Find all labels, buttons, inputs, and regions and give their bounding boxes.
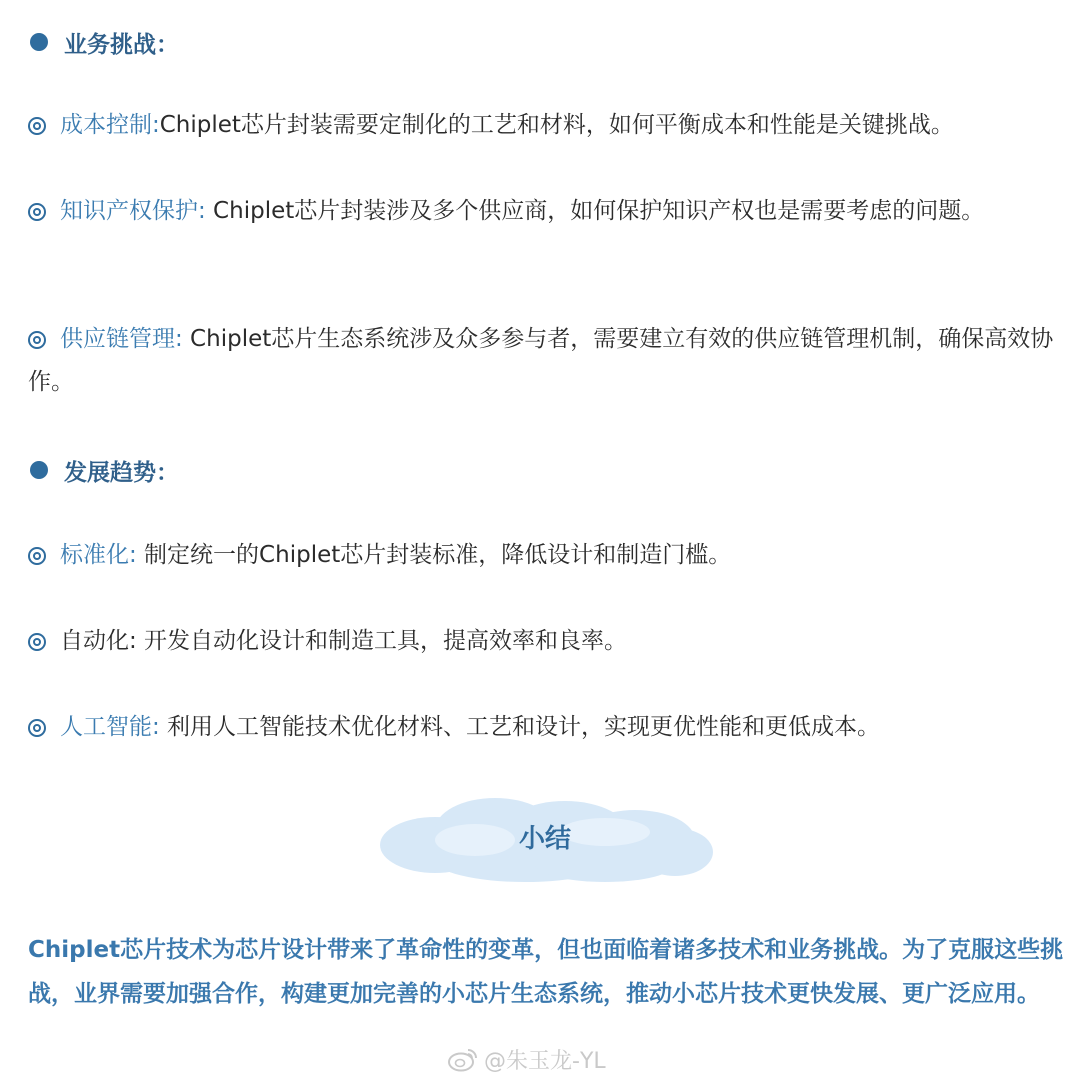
watermark-text: @朱玉龙-YL	[484, 1048, 606, 1074]
list-item-cost	[28, 104, 1068, 147]
list-item-standard	[28, 534, 1068, 577]
bullet-dot-icon	[30, 33, 48, 51]
double-circle-icon	[28, 719, 46, 737]
double-circle-icon	[28, 203, 46, 221]
item-text-ai: 利用人工智能技术优化材料、工艺和设计，实现更优性能和更低成本。	[159, 714, 881, 740]
double-circle-icon	[28, 117, 46, 135]
item-label-supply: 供应链管理:	[60, 326, 183, 352]
item-text-automation: 开发自动化设计和制造工具，提高效率和良率。	[136, 628, 628, 654]
item-label-standard: 标准化:	[60, 542, 137, 568]
item-text-standard: 制定统一的Chiplet芯片封装标准，降低设计和制造门槛。	[136, 542, 732, 568]
summary-title: 小结	[518, 824, 571, 854]
section-heading-challenges	[30, 22, 179, 62]
list-item-automation	[28, 620, 1068, 663]
bullet-dot-icon	[30, 461, 48, 479]
item-text-cost: Chiplet芯片封装需要定制化的工艺和材料，如何平衡成本和性能是关键挑战。	[159, 112, 954, 138]
section-title-challenges: 业务挑战：	[64, 31, 179, 58]
list-item-ai	[28, 706, 1068, 749]
summary-paragraph: Chiplet芯片技术为芯片设计带来了革命性的变革，但也面临着诸多技术和业务挑战。为了克服这些挑战，业界需要加强合作，构建更加完善的小芯片生态系统，推动小芯片技术更快发展、更广泛应用。	[28, 937, 1064, 1007]
item-label-ai: 人工智能:	[60, 714, 160, 740]
weibo-icon	[448, 1046, 478, 1072]
double-circle-icon	[28, 547, 46, 565]
watermark	[448, 1041, 606, 1077]
double-circle-icon	[28, 633, 46, 651]
double-circle-icon	[28, 331, 46, 349]
item-text-supply: Chiplet芯片生态系统涉及众多参与者，需要建立有效的供应链管理机制，确保高效协作。	[28, 326, 1054, 395]
item-text-ip: Chiplet芯片封装涉及多个供应商，如何保护知识产权也是需要考虑的问题。	[205, 198, 985, 224]
item-label-automation: 自动化:	[60, 628, 137, 654]
section-title-trends: 发展趋势：	[64, 459, 179, 486]
section-heading-trends	[30, 450, 179, 490]
item-label-ip: 知识产权保护:	[60, 198, 206, 224]
list-item-supply	[28, 318, 1068, 404]
item-label-cost: 成本控制:	[60, 112, 160, 138]
list-item-ip	[28, 190, 1068, 233]
